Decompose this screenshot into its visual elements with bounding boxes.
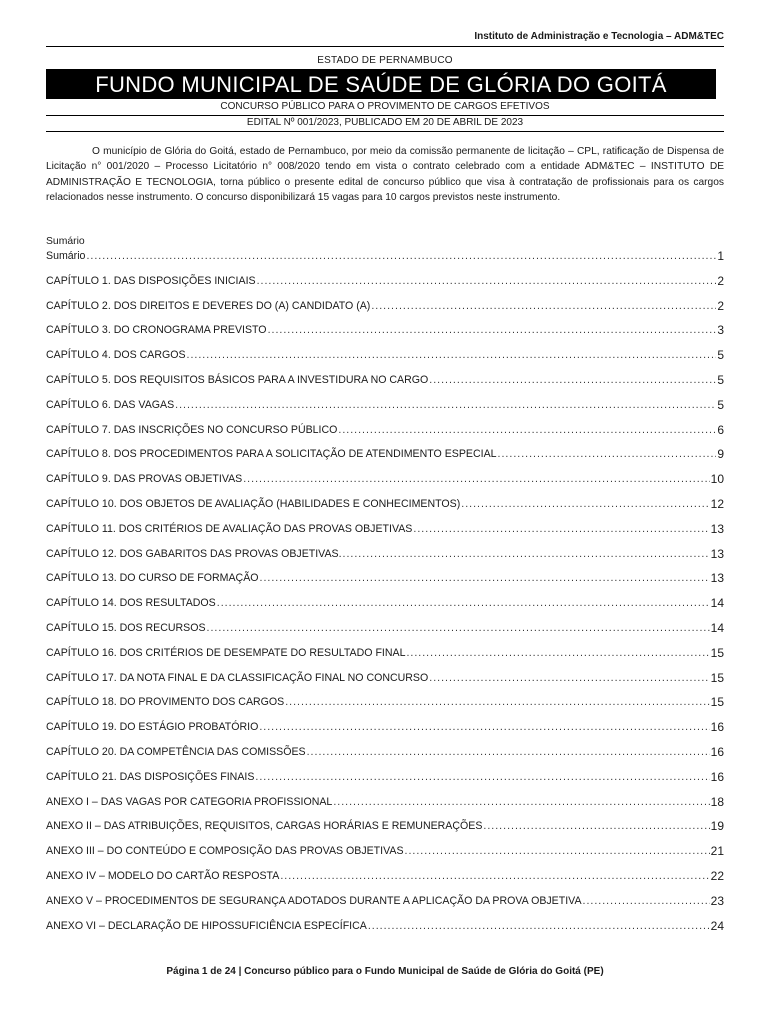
subtitle-divider xyxy=(46,115,724,116)
toc-leader-dots xyxy=(175,399,716,411)
toc-entry-page: 10 xyxy=(710,472,724,487)
toc-entry-title: ANEXO IV – MODELO DO CARTÃO RESPOSTA xyxy=(46,869,280,882)
toc-entry[interactable] xyxy=(46,275,724,300)
toc-leader-dots xyxy=(461,498,709,510)
toc-entry-title: CAPÍTULO 19. DO ESTÁGIO PROBATÓRIO xyxy=(46,721,259,734)
toc-entry[interactable] xyxy=(46,448,724,473)
toc-entry-page: 21 xyxy=(710,844,724,859)
toc-leader-dots xyxy=(243,473,709,485)
toc-entry-title: CAPÍTULO 21. DAS DISPOSIÇÕES FINAIS xyxy=(46,770,255,783)
toc-entry-page: 13 xyxy=(710,521,724,536)
toc-entry-title: CAPÍTULO 3. DO CRONOGRAMA PREVISTO xyxy=(46,324,267,337)
toc-entry-page: 18 xyxy=(710,794,724,809)
toc-leader-dots xyxy=(368,920,710,932)
toc-entry[interactable] xyxy=(46,572,724,597)
toc-entry-page: 15 xyxy=(710,695,724,710)
toc-entry-page: 16 xyxy=(710,744,724,759)
toc-entry-title: CAPÍTULO 18. DO PROVIMENTO DOS CARGOS xyxy=(46,696,285,709)
toc-leader-dots xyxy=(260,572,710,584)
toc-entry-title: CAPÍTULO 10. DOS OBJETOS DE AVALIAÇÃO (HABILIDADES E CONHECIMENTOS) xyxy=(46,497,461,510)
toc-entry[interactable] xyxy=(46,771,724,796)
toc-entry-page: 12 xyxy=(710,496,724,511)
toc-entry-page: 22 xyxy=(710,868,724,883)
toc-entry[interactable] xyxy=(46,672,724,697)
document-subtitle: CONCURSO PÚBLICO PARA O PROVIMENTO DE CARGOS EFETIVOS xyxy=(220,101,550,112)
toc-entry[interactable] xyxy=(46,473,724,498)
toc-entry-page: 5 xyxy=(717,397,724,412)
toc-leader-dots xyxy=(343,548,710,560)
toc-entry-title: ANEXO V – PROCEDIMENTOS DE SEGURANÇA ADOTADOS DURANTE A APLICAÇÃO DA PROVA OBJETIVA xyxy=(46,894,582,907)
toc-entry-title: CAPÍTULO 11. DOS CRITÉRIOS DE AVALIAÇÃO DAS PROVAS OBJETIVAS xyxy=(46,522,413,535)
toc-entry-title: CAPÍTULO 5. DOS REQUISITOS BÁSICOS PARA A INVESTIDURA NO CARGO xyxy=(46,373,429,386)
toc-entry[interactable] xyxy=(46,349,724,374)
toc-entry-title: ANEXO III – DO CONTEÚDO E COMPOSIÇÃO DAS PROVAS OBJETIVAS xyxy=(46,845,404,858)
toc-entry[interactable] xyxy=(46,597,724,622)
edital-divider xyxy=(46,131,724,132)
toc-leader-dots xyxy=(483,820,709,832)
toc-entry-title: CAPÍTULO 12. DOS GABARITOS DAS PROVAS OBJETIVAS. xyxy=(46,547,342,560)
toc-entry-title: ANEXO I – DAS VAGAS POR CATEGORIA PROFISSIONAL xyxy=(46,795,333,808)
state-label: ESTADO DE PERNAMBUCO xyxy=(317,55,453,66)
toc-leader-dots xyxy=(429,374,716,386)
toc-entry-page: 5 xyxy=(717,372,724,387)
toc-entry[interactable] xyxy=(46,498,724,523)
toc-entry[interactable] xyxy=(46,820,724,845)
toc-entry[interactable] xyxy=(46,622,724,647)
toc-entry-title: CAPÍTULO 4. DOS CARGOS xyxy=(46,349,186,362)
toc-entry-page: 13 xyxy=(710,571,724,586)
toc-leader-dots xyxy=(86,250,716,262)
toc-entry-page: 15 xyxy=(710,645,724,660)
toc-entry-page: 2 xyxy=(717,273,724,288)
toc-entry-title: ANEXO VI – DECLARAÇÃO DE HIPOSSUFICIÊNCIA ESPECÍFICA xyxy=(46,919,367,932)
toc-entry[interactable] xyxy=(46,424,724,449)
toc-leader-dots xyxy=(280,870,709,882)
toc-entry-page: 9 xyxy=(717,447,724,462)
toc-entry-title: CAPÍTULO 2. DOS DIREITOS E DEVERES DO (A) CANDIDATO (A) xyxy=(46,299,371,312)
toc-entry[interactable] xyxy=(46,796,724,821)
summary-heading: Sumário xyxy=(46,236,85,247)
toc-entry-page: 14 xyxy=(710,620,724,635)
toc-leader-dots xyxy=(405,845,710,857)
toc-entry-title: Sumário xyxy=(46,250,86,262)
toc-entry[interactable] xyxy=(46,523,724,548)
toc-entry-page: 19 xyxy=(710,819,724,834)
toc-entry-title: CAPÍTULO 8. DOS PROCEDIMENTOS PARA A SOLICITAÇÃO DE ATENDIMENTO ESPECIAL xyxy=(46,448,497,461)
toc-leader-dots xyxy=(187,349,717,361)
toc-leader-dots xyxy=(333,796,709,808)
toc-leader-dots xyxy=(413,523,709,535)
toc-entry[interactable] xyxy=(46,374,724,399)
toc-leader-dots xyxy=(583,895,710,907)
toc-leader-dots xyxy=(268,324,717,336)
toc-entry-title: CAPÍTULO 9. DAS PROVAS OBJETIVAS xyxy=(46,473,243,486)
page-footer: Página 1 de 24 | Concurso público para o Fundo Municipal de Saúde de Glória do Goitá (PE) xyxy=(166,966,604,977)
toc-leader-dots xyxy=(429,672,709,684)
toc-entry[interactable] xyxy=(46,548,724,573)
toc-entry-page: 15 xyxy=(710,670,724,685)
header-divider xyxy=(46,46,724,47)
toc-entry-page: 23 xyxy=(710,893,724,908)
toc-entry-title: CAPÍTULO 1. DAS DISPOSIÇÕES INICIAIS xyxy=(46,274,256,287)
toc-entry-page: 24 xyxy=(710,918,724,933)
toc-entry-title: CAPÍTULO 13. DO CURSO DE FORMAÇÃO xyxy=(46,572,259,585)
toc-leader-dots xyxy=(257,275,717,287)
toc-entry[interactable] xyxy=(46,920,724,945)
toc-leader-dots xyxy=(498,448,717,460)
toc-leader-dots xyxy=(338,424,716,436)
toc-leader-dots xyxy=(307,746,710,758)
toc-entry[interactable] xyxy=(46,647,724,672)
toc-entry-title: ANEXO II – DAS ATRIBUIÇÕES, REQUISITOS, CARGAS HORÁRIAS E REMUNERAÇÕES xyxy=(46,820,483,833)
toc-leader-dots xyxy=(285,696,709,708)
toc-entry-page: 1 xyxy=(717,249,724,263)
toc-entry[interactable] xyxy=(46,870,724,895)
toc-leader-dots xyxy=(259,721,709,733)
toc-entry-title: CAPÍTULO 20. DA COMPETÊNCIA DAS COMISSÕES xyxy=(46,745,306,758)
toc-entry-page: 14 xyxy=(710,596,724,611)
toc-entry-title: CAPÍTULO 15. DOS RECURSOS xyxy=(46,621,206,634)
toc-entry-page: 6 xyxy=(717,422,724,437)
toc-entry[interactable] xyxy=(46,845,724,870)
header-institute: Instituto de Administração e Tecnologia – ADM&TEC xyxy=(474,31,724,42)
toc-entry[interactable] xyxy=(46,746,724,771)
toc-entry[interactable] xyxy=(46,721,724,746)
toc-entry[interactable] xyxy=(46,324,724,349)
toc-entry[interactable] xyxy=(46,300,724,325)
toc-entry-title: CAPÍTULO 7. DAS INSCRIÇÕES NO CONCURSO PÚBLICO xyxy=(46,423,338,436)
toc-entry-title: CAPÍTULO 14. DOS RESULTADOS xyxy=(46,597,216,610)
toc-entry-title: CAPÍTULO 17. DA NOTA FINAL E DA CLASSIFICAÇÃO FINAL NO CONCURSO xyxy=(46,671,429,684)
toc-leader-dots xyxy=(255,771,709,783)
toc-entry-page: 2 xyxy=(717,298,724,313)
toc-entry[interactable] xyxy=(46,250,724,275)
toc-entry-page: 13 xyxy=(710,546,724,561)
toc-entry[interactable] xyxy=(46,895,724,920)
toc-entry[interactable] xyxy=(46,399,724,424)
toc-leader-dots xyxy=(406,647,709,659)
toc-entry-title: CAPÍTULO 16. DOS CRITÉRIOS DE DESEMPATE DO RESULTADO FINAL xyxy=(46,646,406,659)
toc-leader-dots xyxy=(207,622,710,634)
toc-entry[interactable] xyxy=(46,696,724,721)
intro-paragraph: O município de Glória do Goitá, estado de Pernambuco, por meio da comissão permanente de licitação – CPL, ratificação de Dispensa de Licitação n° 001/2020 – Processo Licitatório n° 008/2020 tendo em vista o contrato celebrado com a entidade ADM&TEC – INSTITUTO DE ADMINISTRAÇÃO E TECNOLOGIA, torna público o presente edital de concurso público que visa à contratação de profissionais para os cargos relacionados nesse instrumento. O concurso disponibilizará 15 vagas para 10 cargos previstos neste instrumento. xyxy=(46,146,724,204)
edital-reference: EDITAL Nº 001/2023, PUBLICADO EM 20 DE ABRIL DE 2023 xyxy=(246,117,524,128)
toc-entry-page: 5 xyxy=(717,348,724,363)
table-of-contents xyxy=(46,250,724,944)
toc-leader-dots xyxy=(371,300,716,312)
toc-leader-dots xyxy=(217,597,710,609)
toc-entry-page: 16 xyxy=(710,769,724,784)
toc-entry-page: 16 xyxy=(710,720,724,735)
toc-entry-page: 3 xyxy=(717,323,724,338)
document-title-banner: FUNDO MUNICIPAL DE SAÚDE DE GLÓRIA DO GOITÁ xyxy=(46,69,716,99)
toc-entry-title: CAPÍTULO 6. DAS VAGAS xyxy=(46,398,175,411)
